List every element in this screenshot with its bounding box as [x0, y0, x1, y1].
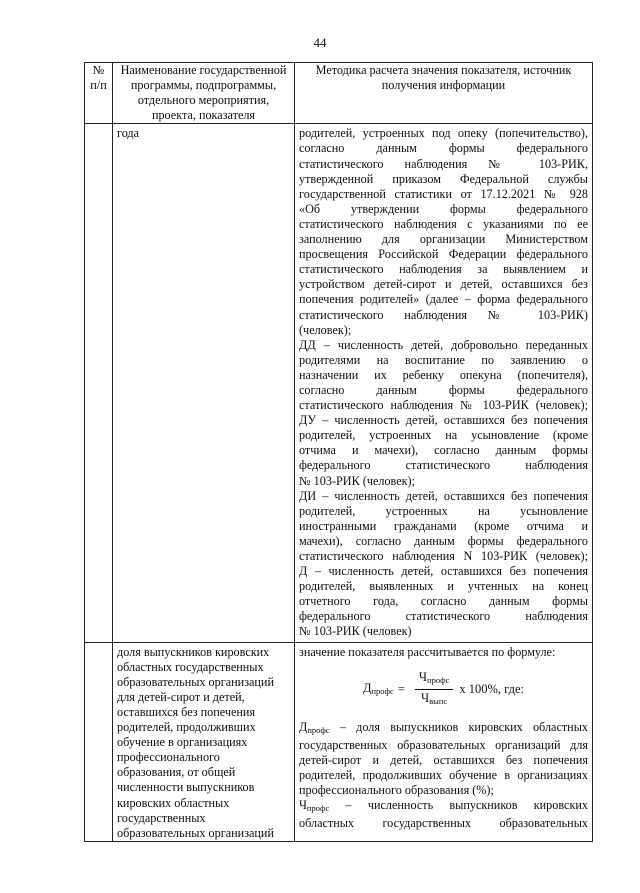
method-text-line: отчетного года, согласно данным формы [299, 594, 588, 609]
definition-line [299, 738, 588, 753]
definition-line [299, 783, 588, 798]
method-text-line: статистического наблюдения N 103-РИК (человек); [299, 549, 588, 563]
formula-lhs: $Д_{профс}$ [362, 680, 394, 696]
indicator-name-line: профессионального [117, 750, 220, 765]
definition-text: профессионального образования (%); [299, 783, 494, 798]
method-text-line: попечения родителей» (далее – форма федерального [299, 292, 588, 307]
page-number: 44 [313, 35, 327, 50]
method-text-line: родителей, выявленных и учтенных на конец [299, 579, 588, 594]
method-text-line: назначении их ребенку опекуна (попечителя), [299, 367, 588, 382]
indicator-name-line: образовательных организаций [117, 674, 274, 689]
method-text-line: родителей, устроенных на усыновление (кроме [299, 428, 588, 443]
method-text-line: устройством детей-сирот и детей, оставшихся без [299, 277, 588, 292]
formula-intro: значение показателя рассчитывается по формуле: [299, 644, 556, 659]
method-text-line: заполнению для организации Министерством [299, 232, 588, 247]
formula-fraction [415, 670, 453, 709]
formula-definitions [299, 720, 588, 832]
definition-line [299, 798, 588, 816]
definition-text: областных государственных образовательных [299, 816, 588, 831]
formula [299, 664, 588, 716]
method-text-line: государственной статистики от 17.12.2021 № 928 [299, 186, 588, 201]
method-text-line: № 103-РИК (человек); [299, 473, 416, 488]
table-row [85, 124, 593, 642]
method-text-line: согласно данным формы федерального [299, 382, 588, 397]
indicator-name-line: государственных [117, 810, 206, 825]
method-text-line: ДУ – численность детей, оставшихся без попечения [299, 413, 588, 428]
method-text-line: отчима и мачехи), согласно данным формы [299, 443, 588, 458]
row-method-cell [295, 124, 593, 642]
method-text-line: статистического наблюдения № 103-РИК (человек); [299, 398, 588, 413]
indicator-name-line: численности выпускников [117, 780, 255, 795]
row-number-cell [85, 124, 113, 642]
formula-denominator: $Ч_{выпс}$ [421, 691, 448, 707]
row-method-cell [295, 642, 593, 841]
indicator-name-line: оставшихся без попечения [117, 704, 256, 719]
formula-numerator: $Ч_{профс}$ [415, 670, 453, 690]
indicator-name-line: доля выпускников кировских [117, 644, 270, 659]
row-name-cell: года [113, 124, 295, 642]
method-text-line: родителей, устроенных на усыновление [299, 503, 588, 518]
definition-line [299, 720, 588, 738]
header-method: Методика расчета значения показателя, источник получения информации [295, 63, 593, 124]
row-number-cell [85, 642, 113, 841]
definition-text: детей-сирот и детей, оставшихся без попечения [299, 752, 588, 767]
method-text-line: иностранными гражданами (кроме отчима и [299, 518, 588, 533]
header-name: Наименование государственной программы, подпрограммы, отдельного мероприятия, проекта, показателя [113, 63, 295, 124]
method-text-line: федерального статистического наблюдения [299, 609, 588, 624]
method-text-line: (человек); [299, 322, 352, 337]
method-text-line: просвещения Российской Федерации федерального [299, 247, 588, 262]
indicator-name-line: кировских областных [117, 795, 230, 810]
indicator-name-line: образования, от общей [117, 765, 236, 780]
method-text-line: статистического наблюдения № 103-РИК) [299, 307, 588, 322]
indicator-name-line: обучение в организациях [117, 735, 248, 750]
formula-tail: х 100%, где: [459, 682, 525, 697]
formula-equals: = [397, 682, 405, 697]
definition-symbol-subscript: профс [307, 724, 330, 735]
table-row [85, 642, 593, 841]
method-text-line: статистического наблюдения № 103-РИК, [299, 156, 588, 171]
method-text-line: статистического наблюдения с указаниями по ее [299, 216, 588, 231]
indicator-name-line: образовательных организаций [117, 825, 274, 840]
definition-text: родителей, продолживших обучение в организациях [299, 767, 588, 782]
header-number: № п/п [85, 63, 113, 124]
row-name-cell [113, 642, 295, 841]
definition-text: – численность выпускников кировских [329, 798, 588, 813]
indicator-name-line: для детей-сирот и детей, [117, 689, 245, 704]
method-text-line: родителей, устроенных под опеку (попечительство), [299, 126, 588, 141]
definition-symbol-subscript: профс [306, 803, 330, 814]
definition-line [299, 816, 588, 831]
method-text-line: Д – численность детей, оставшихся без попечения [299, 564, 588, 579]
method-text-line: утвержденной приказом Федеральной службы [299, 171, 588, 186]
method-text-line: ДД – численность детей, добровольно переданных [299, 337, 588, 352]
definition-line [299, 753, 588, 768]
indicators-table [84, 62, 593, 842]
method-text-line: федерального статистического наблюдения [299, 458, 588, 473]
method-text-line: «Об утверждении формы федерального [299, 201, 588, 216]
method-text-line: согласно данным формы федерального [299, 141, 588, 156]
method-text-line: статистического наблюдения за выявлением и [299, 262, 588, 277]
method-text-line: № 103-РИК (человек) [299, 624, 412, 639]
definition-line [299, 768, 588, 783]
definition-symbol: Ч [299, 798, 307, 813]
method-text-line: мачехи), согласно данным формы федерального [299, 533, 588, 548]
definition-text: – доля выпускников кировских областных [329, 719, 588, 734]
method-text-line: ДИ – численность детей, оставшихся без попечения [299, 488, 588, 503]
method-text-line: родителями на воспитание по заявлению о [299, 352, 588, 367]
indicator-name-line: родителей, продолживших [117, 720, 256, 735]
definition-symbol: Д [299, 719, 308, 734]
indicator-name-line: областных государственных [117, 659, 264, 674]
definition-text: государственных образовательных организаций для [299, 737, 588, 752]
table-header-row [85, 63, 593, 124]
